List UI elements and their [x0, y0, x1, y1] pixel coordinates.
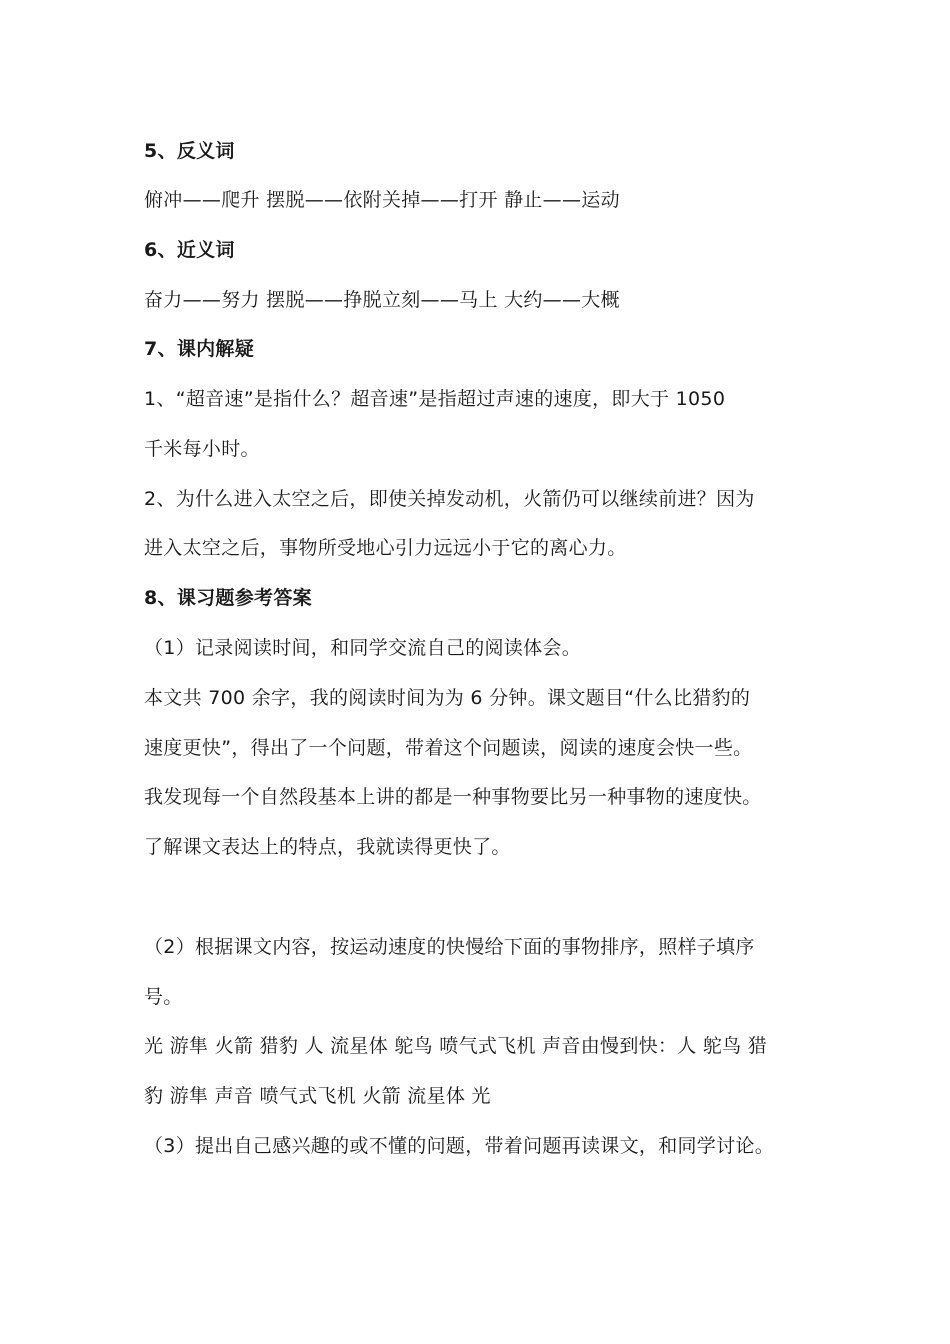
exercise-2-answer-line-2: 豹 游隼 声音 喷气式飞机 火箭 流星体 光: [144, 1085, 491, 1107]
exercise-1-answer-line: 了解课文表达上的特点，我就读得更快了。: [144, 836, 511, 858]
section-5-heading: 5、反义词: [144, 140, 235, 162]
exercise-1-title: （1）记录阅读时间，和同学交流自己的阅读体会。: [144, 637, 581, 659]
exercise-1-answer-line: 速度更快”，得出了一个问题，带着这个问题读，阅读的速度会快一些。: [144, 737, 753, 759]
question-1-line-2: 千米每小时。: [144, 438, 260, 460]
exercise-2-title-line-2: 号。: [144, 986, 183, 1008]
synonyms-list: 奋力——努力 摆脱——挣脱立刻——马上 大约——大概: [144, 289, 620, 311]
question-2-line-2: 进入太空之后，事物所受地心引力远远小于它的离心力。: [144, 537, 627, 559]
exercise-3-title: （3）提出自己感兴趣的或不懂的问题，带着问题再读课文，和同学讨论。: [144, 1135, 774, 1157]
exercise-2-answer-line-1: 光 游隼 火箭 猎豹 人 流星体 鸵鸟 喷气式飞机 声音由慢到快：人 鸵鸟 猎: [144, 1035, 768, 1057]
section-7-heading: 7、课内解疑: [144, 338, 255, 360]
exercise-1-answer-line: 本文共 700 余字，我的阅读时间为为 6 分钟。课文题目“什么比猎豹的: [144, 687, 751, 709]
exercise-2-title-line-1: （2）根据课文内容，按运动速度的快慢给下面的事物排序，照样子填序: [144, 936, 755, 958]
section-8-heading: 8、课习题参考答案: [144, 587, 312, 609]
exercise-1-answer-line: 我发现每一个自然段基本上讲的都是一种事物要比另一种事物的速度快。: [144, 786, 762, 808]
section-6-heading: 6、近义词: [144, 239, 235, 261]
question-2-line-1: 2、为什么进入太空之后，即使关掉发动机，火箭仍可以继续前进？因为: [144, 488, 755, 510]
question-1-line-1: 1、“超音速”是指什么？超音速”是指超过声速的速度，即大于 1050: [144, 388, 726, 410]
antonyms-list: 俯冲——爬升 摆脱——依附关掉——打开 静止——运动: [144, 189, 620, 211]
